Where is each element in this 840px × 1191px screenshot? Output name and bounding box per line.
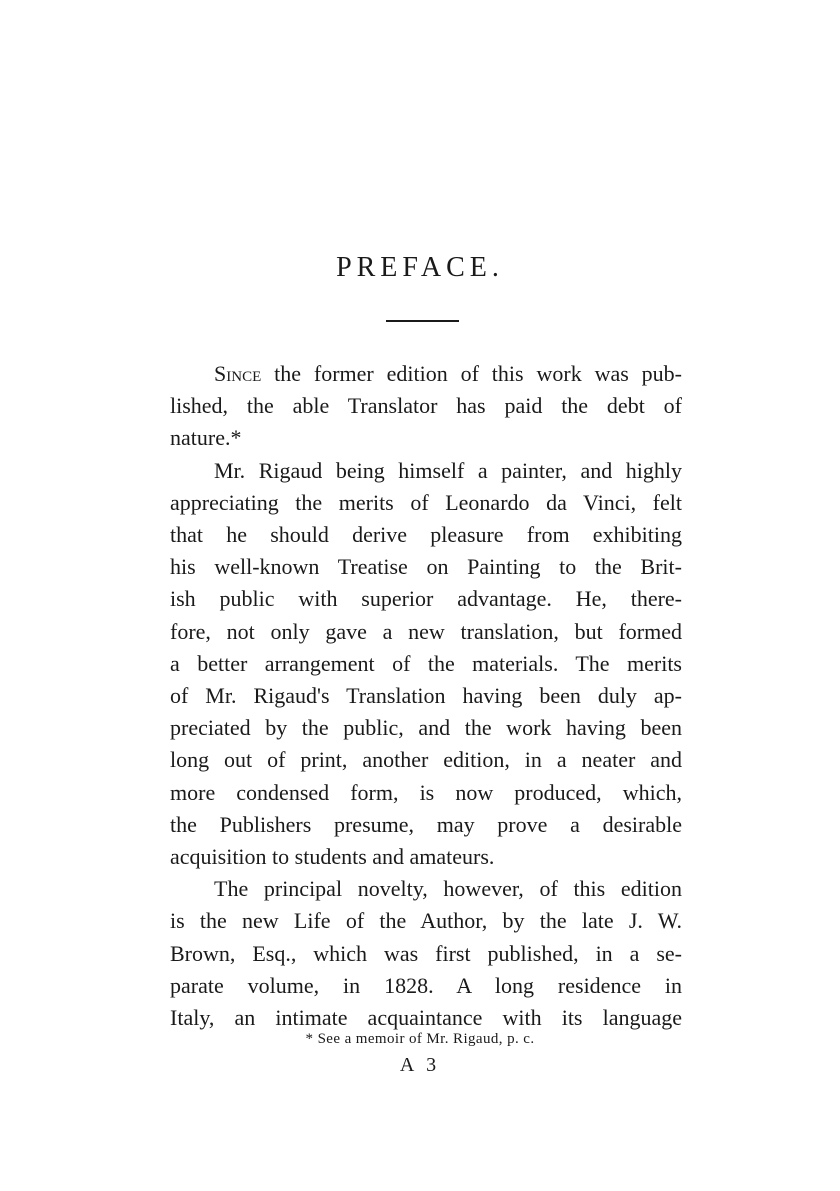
paragraph-line: The principal novelty, however, of this edition [214, 876, 682, 902]
paragraph-line: a better arrangement of the materials. The merits [170, 650, 682, 676]
paragraph-line: fore, not only gave a new translation, but formed [170, 618, 682, 644]
paragraph-3 [170, 873, 682, 1034]
paragraph-line: appreciating the merits of Leonardo da Vinci, felt [170, 489, 682, 515]
paragraph-line: Mr. Rigaud being himself a painter, and highly [214, 457, 682, 483]
paragraph-line: nature.* [170, 425, 242, 451]
paragraph-1 [170, 358, 682, 455]
paragraph-line: is the new Life of the Author, by the late J. W. [170, 908, 682, 934]
paragraph-line: that he should derive pleasure from exhibiting [170, 522, 682, 548]
paragraph-line: Brown, Esq., which was first published, in a se- [170, 940, 682, 966]
title-divider [386, 320, 459, 322]
page-title: PREFACE. [336, 252, 504, 283]
paragraph-line: lished, the able Translator has paid the debt of [170, 393, 682, 419]
preface-body [170, 358, 682, 1034]
paragraph-line: preciated by the public, and the work having been [170, 715, 682, 741]
small-caps-lead: Since [214, 361, 262, 386]
paragraph-line: long out of print, another edition, in a neater and [170, 747, 682, 773]
paragraph-line: the Publishers presume, may prove a desirable [170, 811, 682, 837]
signature-mark: A 3 [399, 1054, 441, 1076]
paragraph-line: ish public with superior advantage. He, there- [170, 586, 682, 612]
paragraph-line: acquisition to students and amateurs. [170, 844, 495, 870]
paragraph-line [170, 358, 682, 390]
paragraph-line: more condensed form, is now produced, which, [170, 779, 682, 805]
paragraph-2 [170, 455, 682, 874]
paragraph-line: Italy, an intimate acquaintance with its language [170, 1005, 682, 1031]
footnote: * See a memoir of Mr. Rigaud, p. c. [305, 1031, 535, 1047]
paragraph-line: of Mr. Rigaud's Translation having been duly ap- [170, 683, 682, 709]
paragraph-line: parate volume, in 1828. A long residence in [170, 972, 682, 998]
line-text: the former edition of this work was pub- [261, 361, 682, 386]
paragraph-line: his well-known Treatise on Painting to the Brit- [170, 554, 682, 580]
